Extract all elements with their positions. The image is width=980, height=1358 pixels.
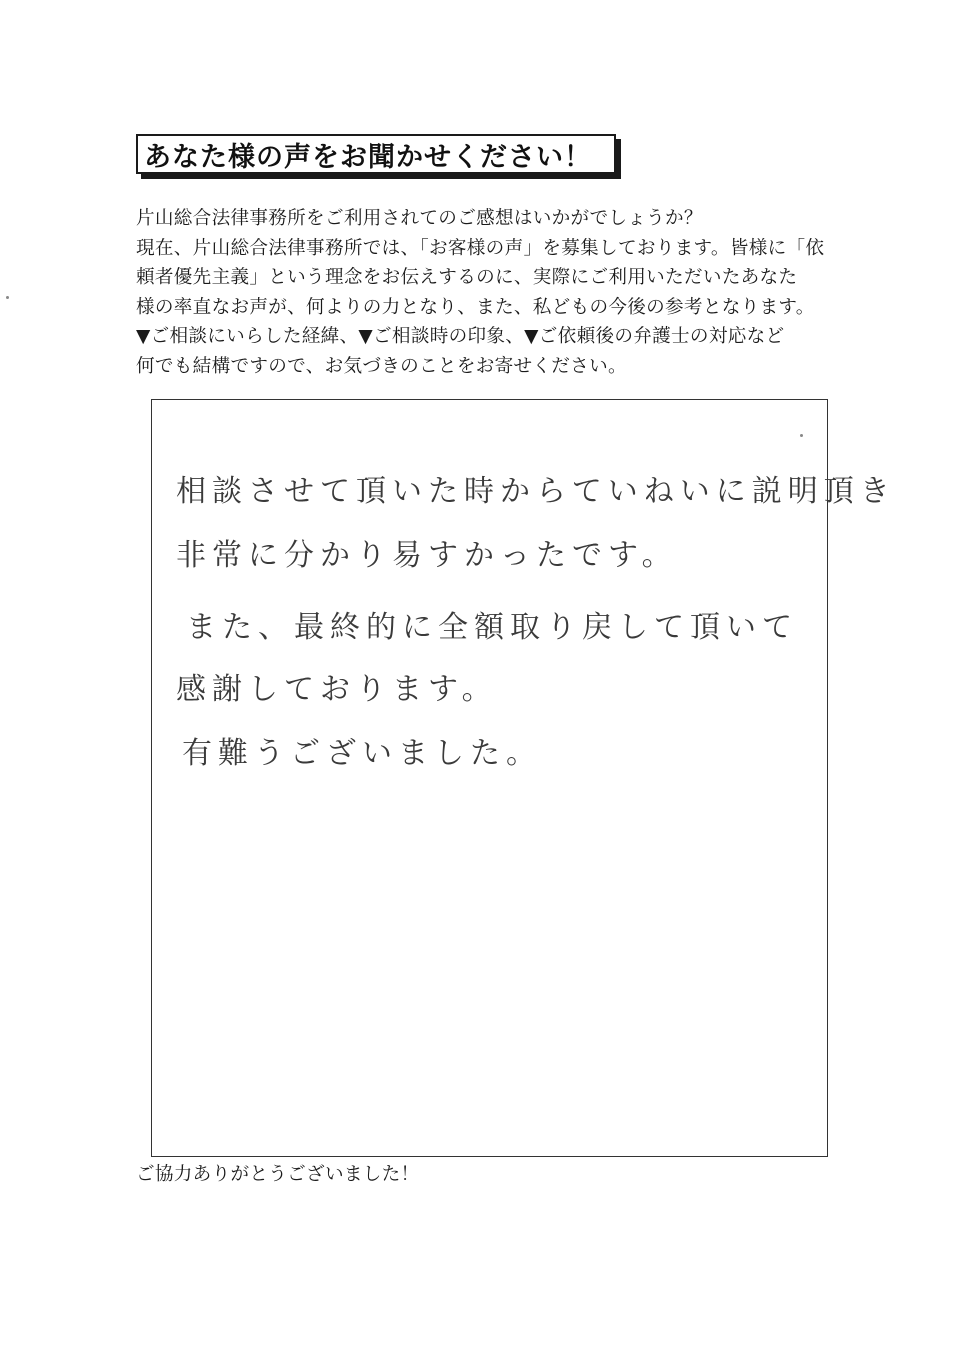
handwritten-line: 有難うございました。 xyxy=(182,736,542,771)
footer-thanks: ご協力ありがとうございました！ xyxy=(136,1164,420,1185)
page-title: あなた様の声をお聞かせください！ xyxy=(144,141,592,173)
handwritten-line: 相談させて頂いた時からていねいに説明頂き xyxy=(176,474,896,509)
scan-speck xyxy=(800,434,803,437)
intro-line: 何でも結構ですので、お気づきのことをお寄せください。 xyxy=(136,355,627,377)
intro-line: 片山総合法律事務所をご利用されてのご感想はいかがでしょうか？ xyxy=(136,208,703,229)
intro-line: 様の率直なお声が、何よりの力となり、また、私どもの今後の参考となります。 xyxy=(136,296,815,318)
intro-line: 頼者優先主義」という理念をお伝えするのに、実際にご利用いただいたあなた xyxy=(136,267,798,288)
intro-paragraph xyxy=(136,204,856,381)
handwritten-line: また、最終的に全額取り戻して頂いて xyxy=(186,610,798,645)
title-box xyxy=(136,134,616,174)
scan-speck xyxy=(6,296,9,299)
handwritten-line: 非常に分かり易すかったです。 xyxy=(176,538,678,573)
intro-line: ▼ご相談にいらした経緯、▼ご相談時の印象、▼ご依頼後の弁護士の対応など xyxy=(136,326,785,347)
intro-line: 現在、片山総合法律事務所では、「お客様の声」を募集しております。皆様に「依 xyxy=(136,237,825,259)
handwritten-answer-box xyxy=(151,399,896,1157)
handwritten-line: 感謝しております。 xyxy=(176,672,498,707)
